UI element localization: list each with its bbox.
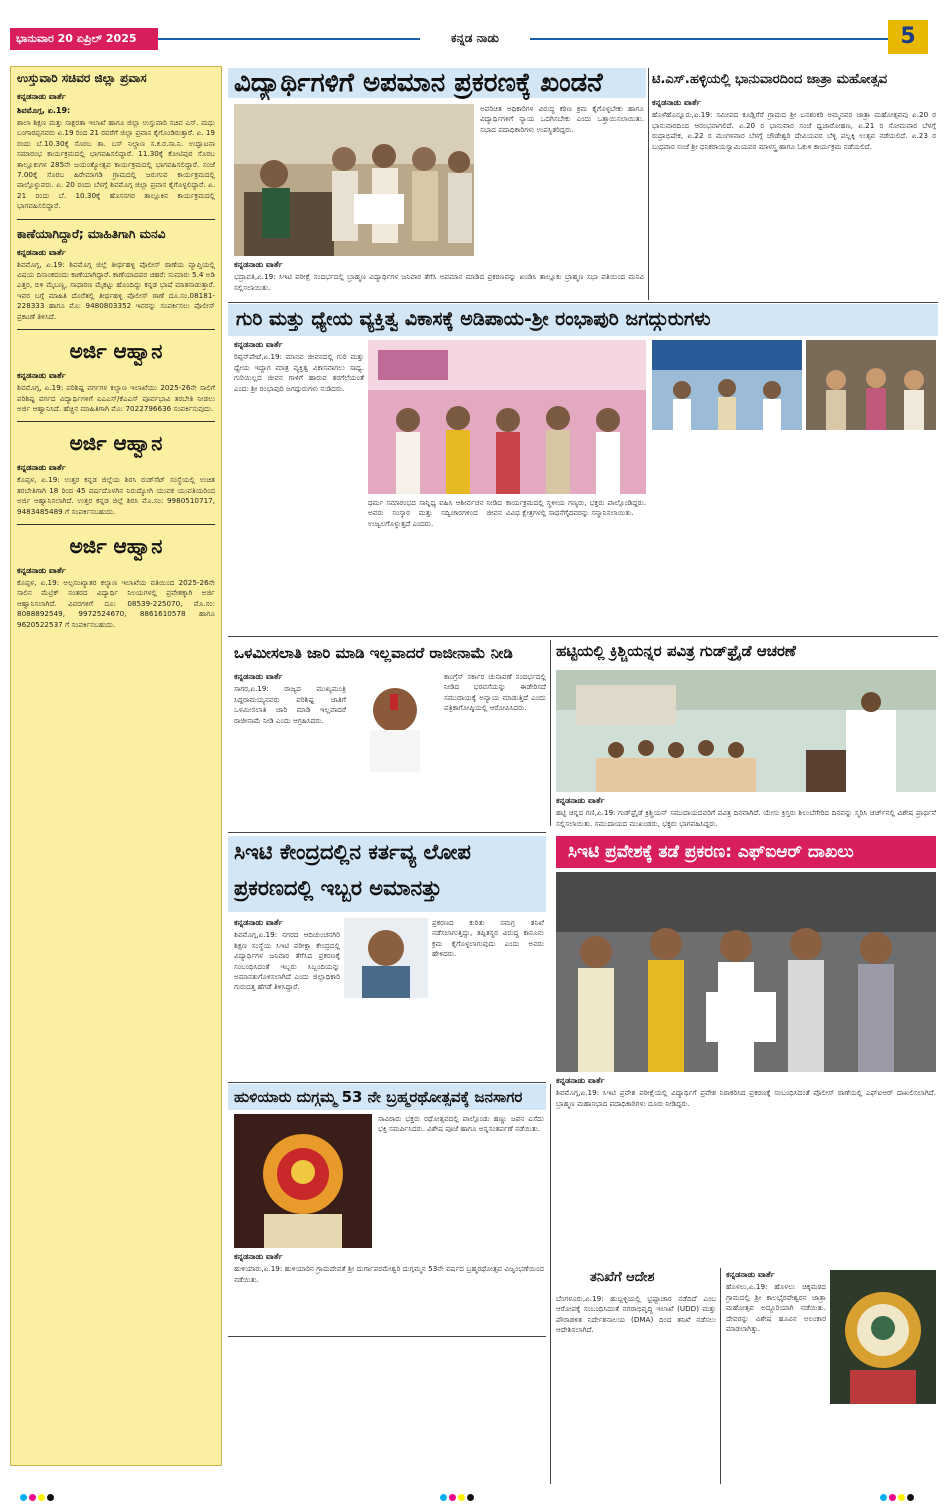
story5-photo (556, 670, 936, 792)
story1-byline: ಕನ್ನಡನಾಡು ವಾರ್ತೆ (234, 260, 283, 269)
sidebar-byline-1: ಕನ್ನಡನಾಡು ವಾರ್ತೆ (17, 92, 66, 101)
column-divider (550, 1084, 551, 1484)
story6-headline-line2: ಪ್ರಕರಣದಲ್ಲಿ ಇಬ್ಬರ ಅಮಾನತ್ತು (234, 876, 442, 900)
yellow-dot (38, 1494, 45, 1501)
story1-headline: ವಿದ್ಯಾರ್ಥಿಗಳಿಗೆ ಅಪಮಾನ ಪ್ರಕರಣಕ್ಕೆ ಖಂಡನೆ (234, 68, 603, 98)
story3-photo-2 (652, 340, 802, 430)
cyan-dot (880, 1494, 887, 1501)
story3-byline: ಕನ್ನಡನಾಡು ವಾರ್ತೆ (234, 340, 283, 349)
story1-body-b: ಅಪರಿಚಿತ ಅಧಿಕಾರಿಗಳ ವಿರುದ್ಧ ಕಠಿಣ ಕ್ರಮ ಕೈಗೊಳ್ಳಬೇಕು ಹಾಗೂ ವಿದ್ಯಾರ್ಥಿಗಳಿಗೆ ನ್ಯಾಯ ಒದಗಿಸಬೇಕು ಎಂದು ಒತ್ತಾಯಿಸಲಾಯಿತು. ಸಭಾದ ಪದಾಧಿಕಾರಿಗಳು ಉಪಸ್ಥಿತರಿದ್ದರು. (480, 104, 644, 134)
story3-photo (368, 340, 646, 494)
color-registration-marks-right (880, 1486, 916, 1496)
divider (17, 524, 215, 525)
story9-body: ಬೆಂಗಳೂರು,ಏ.19: ಹುಬ್ಬಳ್ಳಿಯಲ್ಲಿ ಭ್ರಷ್ಟಾಚಾರ ನಡೆದಿದೆ ಎಂಬ ಆರೋಪಕ್ಕೆ ಸಂಬಂಧಿಸಿದಂತೆ ನಗರಾಭಿವೃದ್ಧಿ ಇಲಾಖೆ (UDD) ಮತ್ತು ಪೌರಾಡಳಿತ ನಿರ್ದೇಶನಾಲಯ (DMA) ದಿಂದ ತನಿಖೆ ನಡೆಸಲು ಆದೇಶಿಸಲಾಗಿದೆ. (556, 1294, 716, 1335)
story8-text-a (234, 1252, 544, 1328)
story6-text-a (234, 918, 340, 1078)
story2-body: ಹೊಳೆಹೊನ್ನೂರು,ಏ.19: ಸಮೀಪದ ಕೂಡ್ಲಿಗೆರೆ ಗ್ರಾಮದ ಶ್ರೀ ಬನಶಂಕರಿ ಅಮ್ಮನವರ ಜಾತ್ರಾ ಮಹೋತ್ಸವವು ಏ.20 ರ ಭಾನುವಾರದಿಂದ ಆರಂಭವಾಗಲಿದೆ. ಏ.20 ರ ಭಾನುವಾರ ಸಂಜೆ ಧ್ವಜಾರೋಹಣ, ಏ.21 ರ ಸೋಮವಾರ ಬೆಳಗ್ಗೆ ರುದ್ರಾಭಿಷೇಕ, ಏ.22 ರ ಮಂಗಳವಾರ ಬೆಳಗ್ಗೆ ಚೌಡೇಶ್ವರಿ ದೇವಿಯವರ ಬೆಳ್ಳಿ ಪಲ್ಲಕ್ಕಿ ಉತ್ಸವ ನಡೆಯಲಿದೆ. ಏ.23 ರ ಬುಧವಾರ ಸಂಜೆ ಶ್ರೀ ಧನಿಕರಾಯಸ್ವಾಮಿಯವರ ಮಾಳಸ್ತ್ರ ಹಾಗೂ ಓಕುಳಿ ಕಾರ್ಯಕ್ರಮ ನಡೆಯಲಿದೆ. (652, 110, 936, 151)
story3-headline: ಗುರಿ ಮತ್ತು ಧ್ಯೇಯ ವ್ಯಕ್ತಿತ್ವ ವಿಕಾಸಕ್ಕೆ ಅಡಿಪಾಯ-ಶ್ರೀ ರಂಭಾಪುರಿ ಜಗದ್ಗುರುಗಳು (236, 308, 711, 330)
story1-body (234, 260, 644, 298)
story1-photo (234, 104, 474, 256)
page-number: 5 (888, 20, 928, 54)
story7-photo (556, 872, 936, 1072)
section-divider (228, 636, 938, 637)
sidebar-byline-5: ಕನ್ನಡನಾಡು ವಾರ್ತೆ (17, 565, 66, 575)
story3-body-c: ಕಾರ್ಯಕ್ರಮದಲ್ಲಿ ಸ್ಥಳೀಯ ಗಣ್ಯರು, ಭಕ್ತರು ಪಾಲ್ಗೊಂಡಿದ್ದರು. ವಿವಿಧ ಕ್ಷೇತ್ರಗಳಲ್ಲಿ ಸಾಧನೆಗೈದವರನ್ನು ಸನ್ಮಾನಿಸಲಾಯಿತು. (506, 498, 646, 518)
story3-text-a (234, 340, 364, 632)
story2-byline: ಕನ್ನಡನಾಡು ವಾರ್ತೆ (652, 98, 701, 107)
column-divider (720, 1268, 721, 1484)
divider (17, 421, 215, 422)
story8-headline: ಹುಳಿಯಾರು ದುಗ್ಗಮ್ಮ 53 ನೇ ಬ್ರಹ್ಮರಥೋತ್ಸವಕ್ಕೆ ಜನಸಾಗರ (234, 1088, 523, 1106)
sidebar-title-1: ಉಸ್ತುವಾರಿ ಸಚಿವರ ಜಿಲ್ಲಾ ಪ್ರವಾಸ (17, 71, 147, 85)
story6-body-a: ಶಿವಮೊಗ್ಗ,ಏ.19: ನಗರದ ಆದಿಚುಂಚನಗಿರಿ ಶಿಕ್ಷಣ ಸಂಸ್ಥೆಯ ಸಿಇಟಿ ಪರೀಕ್ಷಾ ಕೇಂದ್ರದಲ್ಲಿ ವಿದ್ಯಾರ್ಥಿಗಳ ಜನಿವಾರ ತೆಗೆಸಿದ ಪ್ರಕರಣಕ್ಕೆ ಸಂಬಂಧಿಸಿದಂತೆ ಇಬ್ಬರು ಸಿಬ್ಬಂದಿಯನ್ನು ಅಮಾನತುಗೊಳಿಸಲಾಗಿದೆ ಎಂದು ಜಿಲ್ಲಾಧಿಕಾರಿ ಗುರುದತ್ತ ಹೆಗಡೆ ತಿಳಿಸಿದ್ದಾರೆ. (234, 930, 340, 992)
story4-headline: ಒಳಮೀಸಲಾತಿ ಜಾರಿ ಮಾಡಿ ಇಲ್ಲವಾದರೆ ರಾಜೀನಾಮೆ ನೀಡಿ (234, 644, 513, 662)
story5-headline: ಹಟ್ಟಿಯಲ್ಲಿ ಕ್ರಿಶ್ಚಿಯನ್ನರ ಪವಿತ್ರ ಗುಡ್‌ಫ್ರೈಡೆ ಆಚರಣೆ (556, 642, 796, 660)
story4-text-a (234, 672, 346, 820)
story6-body-b: ಪ್ರಕರಣದ ಕುರಿತು ಸಮಗ್ರ ತನಿಖೆ ನಡೆಸಲಾಗುತ್ತಿದ್ದು, ತಪ್ಪಿತಸ್ಥರ ವಿರುದ್ಧ ಕಾನೂನು ಕ್ರಮ ಕೈಗೊಳ್ಳಲಾಗುವುದು ಎಂದು ಅವರು ಹೇಳಿದರು. (432, 918, 544, 959)
story7-body: ಶಿವಮೊಗ್ಗ,ಏ.19: ಸಿಇಟಿ ಪ್ರವೇಶ ಪರೀಕ್ಷೆಯಲ್ಲಿ ವಿದ್ಯಾರ್ಥಿಗೆ ಪ್ರವೇಶ ನಿರಾಕರಿಸಿದ ಪ್ರಕರಣಕ್ಕೆ ಸಂಬಂಧಿಸಿದಂತೆ ಪೊಲೀಸ್ ಠಾಣೆಯಲ್ಲಿ ಎಫ್‌ಐಆರ್ ದಾಖಲಿಸಲಾಗಿದೆ. ಬ್ರಾಹ್ಮಣ ಮಹಾಸಭಾದ ಪದಾಧಿಕಾರಿಗಳು ದೂರು ನೀಡಿದ್ದರು. (556, 1088, 936, 1108)
story7-headline: ಸಿಇಟಿ ಪ್ರವೇಶಕ್ಕೆ ತಡೆ ಪ್ರಕರಣ: ಎಫ್‌ಐಆರ್ ದಾಖಲು (556, 836, 936, 868)
column-divider (550, 640, 551, 826)
sidebar-title-4: ಅರ್ಜಿ ಆಹ್ವಾನ (69, 431, 163, 456)
left-sidebar-column (10, 66, 222, 1466)
sidebar-title-2: ಕಾಣೆಯಾಗಿದ್ದಾರೆ; ಮಾಹಿತಿಗಾಗಿ ಮನವಿ (17, 226, 166, 241)
cyan-dot (440, 1494, 447, 1501)
story5-text (556, 796, 936, 830)
story4-portrait (350, 672, 440, 772)
section-divider (228, 1082, 546, 1083)
column-divider (648, 68, 649, 300)
story7-byline: ಕನ್ನಡನಾಡು ವಾರ್ತೆ (556, 1076, 605, 1085)
story10-photo (830, 1270, 936, 1404)
color-registration-marks-left (20, 1486, 56, 1496)
story2-headline: ಟಿ.ಎಸ್.ಹಳ್ಳಿಯಲ್ಲಿ ಭಾನುವಾರದಿಂದ ಜಾತ್ರಾ ಮಹೋತ್ಸವ (652, 72, 888, 87)
story8-byline: ಕನ್ನಡನಾಡು ವಾರ್ತೆ (234, 1252, 283, 1261)
story4-body-a: ಸಾಗರ,ಏ.19: ರಾಜ್ಯದ ಮುಖ್ಯಮಂತ್ರಿ ಸಿದ್ದರಾಮಯ್ಯನವರು ಪರಿಶಿಷ್ಟ ಜಾತಿಗೆ ಒಳಮೀಸಲಾತಿ ಜಾರಿ ಮಾಡಿ ಇಲ್ಲವಾದರೆ ರಾಜೀನಾಮೆ ನೀಡಿ ಎಂದು ಆಗ್ರಹಿಸಿದರು. (234, 684, 346, 725)
sidebar-body-4: ಕೊಪ್ಪಳ, ಏ.19: ಉತ್ತರ ಕನ್ನಡ ಜಿಲ್ಲೆಯ ಶಿರಸಿ ರುಡ್‌ಸೆಟ್ ಸಂಸ್ಥೆಯಲ್ಲಿ ಉಚಿತ ತರಬೇತಿಗಾಗಿ 18 ರಿಂದ 45 ವರ್ಷದೊಳಗಿನ ನಿರುದ್ಯೋಗಿ ಯುವಕ ಯುವತಿಯರಿಂದ ಅರ್ಜಿ ಆಹ್ವಾನಿಸಲಾಗಿದೆ. ಉತ್ತರ ಕನ್ನಡ ಜಿಲ್ಲೆ ಶಿರಸಿ ಮೊ.ಸಂ: 9980510717, 9483485489 ಗೆ ಸಂಪರ್ಕಿಸಬಹುದು. (17, 475, 215, 516)
story2-text (652, 98, 936, 298)
story8-body-b: ಸಾವಿರಾರು ಭಕ್ತರು ರಥೋತ್ಸವದಲ್ಲಿ ಪಾಲ್ಗೊಂಡು ಹಣ್ಣು ಜವನ ಎಸೆದು ಭಕ್ತಿ ಸಮರ್ಪಿಸಿದರು. ವಿಶೇಷ ಪೂಜೆ ಹಾಗೂ ಅನ್ನಸಂತರ್ಪಣೆ ನಡೆಯಿತು. (378, 1114, 544, 1134)
story1-dateline: ಭದ್ರಾವತಿ,ಏ.19: (234, 272, 276, 282)
divider (17, 219, 215, 220)
story1-body-a: ಸಿಇಟಿ ಪರೀಕ್ಷೆ ಸಂದರ್ಭದಲ್ಲಿ ಬ್ರಾಹ್ಮಣ ವಿದ್ಯಾರ್ಥಿಗಳ ಜನಿವಾರ ತೆಗೆಸಿ ಅಪಮಾನ ಮಾಡಿದ ಪ್ರಕರಣವನ್ನು ಖಂಡಿಸಿ ತಾಲ್ಲೂಕು ಬ್ರಾಹ್ಮಣ ಸಭಾ ವತಿಯಿಂದ ಮನವಿ ಸಲ್ಲಿಸಲಾಯಿತು. (234, 272, 644, 292)
black-dot (47, 1494, 54, 1501)
story4-byline: ಕನ್ನಡನಾಡು ವಾರ್ತೆ (234, 672, 283, 681)
black-dot (907, 1494, 914, 1501)
story4-body-b: ಕಾಂಗ್ರೆಸ್ ಸರ್ಕಾರ ಚುನಾವಣೆ ಸಂದರ್ಭದಲ್ಲಿ ನೀಡಿದ ಭರವಸೆಯನ್ನು ಈಡೇರಿಸದೆ ಸಮುದಾಯಕ್ಕೆ ಅನ್ಯಾಯ ಮಾಡುತ್ತಿದೆ ಎಂದು ಪತ್ರಿಕಾಗೋಷ್ಠಿಯಲ್ಲಿ ಆರೋಪಿಸಿದರು. (444, 672, 546, 713)
sidebar-title-5: ಅರ್ಜಿ ಆಹ್ವಾನ (69, 533, 163, 558)
sidebar-byline-2: ಕನ್ನಡನಾಡು ವಾರ್ತೆ (17, 247, 66, 257)
story10-body: ಹೊಳಲು,ಏ.19: ಹೊಳಲು ಚಿಕ್ಕಮಠದ ಗ್ರಾಮದಲ್ಲಿ ಶ್ರೀ ಕಾಲಭೈರವೇಶ್ವರನ ಜಾತ್ರಾ ಮಹೋತ್ಸವ ಅದ್ದೂರಿಯಾಗಿ ನಡೆಯಿತು. ದೇವರನ್ನು ವಿಶೇಷ ಹೂವಿನ ಅಲಂಕಾರ ಮಾಡಲಾಗಿತ್ತು. (726, 1282, 826, 1334)
sidebar-title-3: ಅರ್ಜಿ ಆಹ್ವಾನ (69, 339, 163, 364)
story9-headline: ತನಿಖೆಗೆ ಆದೇಶ (590, 1270, 655, 1285)
story6-byline: ಕನ್ನಡನಾಡು ವಾರ್ತೆ (234, 918, 283, 927)
yellow-dot (458, 1494, 465, 1501)
story3-body-a: ರಿಪ್ಪನ್‌ಪೇಟೆ,ಏ.19: ಮಾನವ ಜೀವನದಲ್ಲಿ ಗುರಿ ಮತ್ತು ಧ್ಯೇಯ ಇದ್ದಾಗ ಮಾತ್ರ ವ್ಯಕ್ತಿತ್ವ ವಿಕಾಸವಾಗಲು ಸಾಧ್ಯ. ಗುರಿಯಿಲ್ಲದ ಜೀವನ ಗಾಳಿಗೆ ಹಾರುವ ತರಗೆಲೆಯಂತೆ ಎಂದು ಶ್ರೀ ರಂಭಾಪುರಿ ಜಗದ್ಗುರುಗಳು ನುಡಿದರು. (234, 352, 364, 393)
section-divider (228, 302, 938, 303)
magenta-dot (29, 1494, 36, 1501)
paper-name: ಕನ್ನಡ ನಾಡು (420, 28, 530, 48)
sidebar-body-3: ಶಿವಮೊಗ್ಗ, ಏ.19: ಪರಿಶಿಷ್ಟ ವರ್ಗಗಳ ಕಲ್ಯಾಣ ಇಲಾಖೆಯು 2025-26ನೇ ಸಾಲಿಗೆ ಪರಿಶಿಷ್ಟ ವರ್ಗದ ವಿದ್ಯಾರ್ಥಿಗಳಿಗೆ ಐಎಎಸ್/ಕೆಎಎಸ್ ಪೂರ್ವಭಾವಿ ತರಬೇತಿ ನೀಡಲು ಅರ್ಜಿ ಆಹ್ವಾನಿಸಿದೆ. ಹೆಚ್ಚಿನ ಮಾಹಿತಿಗಾಗಿ ಮೊ: 7022796636 ಸಂಪರ್ಕಿಸುವುದು. (17, 383, 215, 413)
story8-photo (234, 1114, 372, 1248)
sidebar-body-2: ಶಿವಮೊಗ್ಗ, ಏ.19: ಶಿವಮೊಗ್ಗ ಜಿಲ್ಲೆ ತೀರ್ಥಹಳ್ಳಿ ಪೊಲೀಸ್ ಠಾಣೆಯ ವ್ಯಾಪ್ತಿಯಲ್ಲಿ ವಿಷಯ ದಿನಾಂಕದಂದು ಕಾಣೆಯಾಗಿದ್ದಾರೆ. ಕಾಣೆಯಾದವರ ಚಹರೆ: ಸುಮಾರು 5.4 ಅಡಿ ಎತ್ತರ, ಬಿಳಿ ಮೈಬಣ್ಣ, ಸಾಧಾರಣ ಮೈಕಟ್ಟು ಹೊಂದಿದ್ದು ಕನ್ನಡ ಭಾಷೆ ಮಾತನಾಡುತ್ತಾರೆ. ಇವರ ಬಗ್ಗೆ ಮಾಹಿತಿ ದೊರೆತಲ್ಲಿ ತೀರ್ಥಹಳ್ಳಿ ಪೊಲೀಸ್ ಠಾಣೆ ದೂ.ಸಂ.08181-228333 ಹಾಗೂ ಮೊ: 9480803352 ಇವರನ್ನು ಸಂಪರ್ಕಿಸಲು ಪೊಲೀಸ್ ಪ್ರಕಟಣೆ ತಿಳಿಸಿದೆ. (17, 259, 215, 321)
divider (17, 329, 215, 330)
story7-text (556, 1076, 936, 1216)
issue-date: ಭಾನುವಾರ 20 ಏಪ್ರಿಲ್ 2025 (10, 28, 158, 50)
story6-headline-line1: ಸಿಇಟಿ ಕೇಂದ್ರದಲ್ಲಿನ ಕರ್ತವ್ಯ ಲೋಪ (234, 840, 471, 864)
yellow-dot (898, 1494, 905, 1501)
sidebar-body-5: ಕೊಪ್ಪಳ, ಏ.19: ಅಲ್ಪಸಂಖ್ಯಾತರ ಕಲ್ಯಾಣ ಇಲಾಖೆಯ ವತಿಯಿಂದ 2025-26ನೇ ಸಾಲಿನ ಮೆಟ್ರಿಕ್ ನಂತರದ ವಿದ್ಯಾರ್ಥಿ ನಿಲಯಗಳಲ್ಲಿ ಪ್ರವೇಶಕ್ಕಾಗಿ ಅರ್ಜಿ ಆಹ್ವಾನಿಸಲಾಗಿದೆ. ವಿವರಗಳಿಗೆ ದೂ: 08539-225070, ಮೊ.ಸಂ: 8088892549, 9972524670, 8861610578 ಹಾಗೂ 9620522537 ಗೆ ಸಂಪರ್ಕಿಸಬಹುದು. (17, 577, 215, 629)
cyan-dot (20, 1494, 27, 1501)
story3-photo-3 (806, 340, 936, 430)
sidebar-byline-3: ಕನ್ನಡನಾಡು ವಾರ್ತೆ (17, 371, 66, 381)
story10-byline: ಕನ್ನಡನಾಡು ವಾರ್ತೆ (726, 1270, 775, 1279)
sidebar-dateline-1: ಶಿವಮೊಗ್ಗ, ಏ.19: (17, 106, 71, 115)
story5-body: ಹಟ್ಟಿ ಚಿನ್ನದ ಗಣಿ,ಏ.19: ಗುಡ್‌ಫ್ರೈಡೆ ಕ್ರಿಶ್ಚಿಯನ್ ಸಮುದಾಯದವರಿಗೆ ಪವಿತ್ರ ದಿನವಾಗಿದೆ. ಯೇಸು ಕ್ರಿಸ್ತರು ಶಿಲುಬೆಗೇರಿದ ದಿನವನ್ನು ಸ್ಮರಿಸಿ ಚರ್ಚ್‌ನಲ್ಲಿ ವಿಶೇಷ ಪ್ರಾರ್ಥನೆ ಸಲ್ಲಿಸಲಾಯಿತು. ಸಮುದಾಯದ ಮುಖಂಡರು, ಭಕ್ತರು ಭಾಗವಹಿಸಿದ್ದರು. (556, 808, 936, 828)
section-divider (228, 832, 546, 833)
sidebar-byline-4: ಕನ್ನಡನಾಡು ವಾರ್ತೆ (17, 463, 66, 473)
story6-portrait (344, 918, 428, 998)
sidebar-body-1: ಶಾಲಾ ಶಿಕ್ಷಣ ಮತ್ತು ಸಾಕ್ಷರತಾ ಇಲಾಖೆ ಹಾಗೂ ಜಿಲ್ಲಾ ಉಸ್ತುವಾರಿ ಸಚಿವ ಎಸ್. ಮಧು ಬಂಗಾರಪ್ಪನವರು ಏ.19 ರಿಂದ 21 ರವರೆಗೆ ಜಿಲ್ಲಾ ಪ್ರವಾಸ ಕೈಗೊಂಡಿರುತ್ತಾರೆ. ಏ. 19 ರಂದು ಬೆ.10.30ಕ್ಕೆ ಸೊರಬ ತಾ. ಬಸ್ ನಿಲ್ದಾಣ ಸ.ಕ.ರ.ಸಾ.ನಿ. ಉದ್ಘಾಟನಾ ಸಮಾರಂಭ ಕಾರ್ಯಕ್ರಮದಲ್ಲಿ ಭಾಗವಹಿಸಲಿದ್ದಾರೆ. 11.30ಕ್ಕೆ ಕೋಟಿಪುರ ಸೊರಬ ತಾಲ್ಲೂಕುಗಳ 285ನೇ ಜಯಂತ್ಯೋತ್ಸವ ಕಾರ್ಯಕ್ರಮದಲ್ಲಿ ಭಾಗವಹಿಸಲಿದ್ದಾರೆ. ಸಂಜೆ 7.00ಕ್ಕೆ ಸೊರಬ ಹಿರೇಮಾಗಡಿ ಗ್ರಾಮದಲ್ಲಿ ಜರುಗುವ ಕಾರ್ಯಕ್ರಮದಲ್ಲಿ ಪಾಲ್ಗೊಳ್ಳುವರು. ಏ. 20 ರಂದು ಬೆಳಗ್ಗೆ ಶಿವಮೊಗ್ಗ ಜಿಲ್ಲಾ ಪ್ರವಾಸ ಕೈಗೊಳ್ಳಲಿದ್ದಾರೆ. ಏ. 21 ರಂದು ಬೆ. 10.30ಕ್ಕೆ ಹೊಸನಗರ ತಾಲ್ಲೂಕಿನ ಕಾರ್ಯಕ್ರಮದಲ್ಲಿ ಭಾಗವಹಿಸಲಿದ್ದಾರೆ. (17, 118, 215, 211)
magenta-dot (449, 1494, 456, 1501)
story5-byline: ಕನ್ನಡನಾಡು ವಾರ್ತೆ (556, 796, 605, 805)
story8-body-a: ಹುಳಿಯಾರು,ಏ.19: ಹುಳಿಯಾರಿನ ಗ್ರಾಮದೇವತೆ ಶ್ರೀ ದುರ್ಗಾಪರಮೇಶ್ವರಿ ದುಗ್ಗಮ್ಮನ 53ನೇ ವರ್ಷದ ಬ್ರಹ್ಮರಥೋತ್ಸವ ವಿಜೃಂಭಣೆಯಿಂದ ನಡೆಯಿತು. (234, 1264, 544, 1284)
magenta-dot (889, 1494, 896, 1501)
story3-body-b: ಧರ್ಮ ಸಮಾರಂಭದ ಸಾನ್ನಿಧ್ಯ ವಹಿಸಿ ಆಶೀರ್ವಚನ ನೀಡಿದ ಅವರು ಸಂಸ್ಕಾರ ಮತ್ತು ಸದ್ವಿಚಾರಗಳಿಂದ ಜೀವನ ಉಜ್ವಲಗೊಳ್ಳುತ್ತದೆ ಎಂದರು. (368, 498, 502, 528)
masthead (0, 0, 945, 62)
color-registration-marks-center (440, 1486, 476, 1496)
section-divider (228, 1336, 546, 1337)
story10-text (726, 1270, 826, 1470)
black-dot (467, 1494, 474, 1501)
